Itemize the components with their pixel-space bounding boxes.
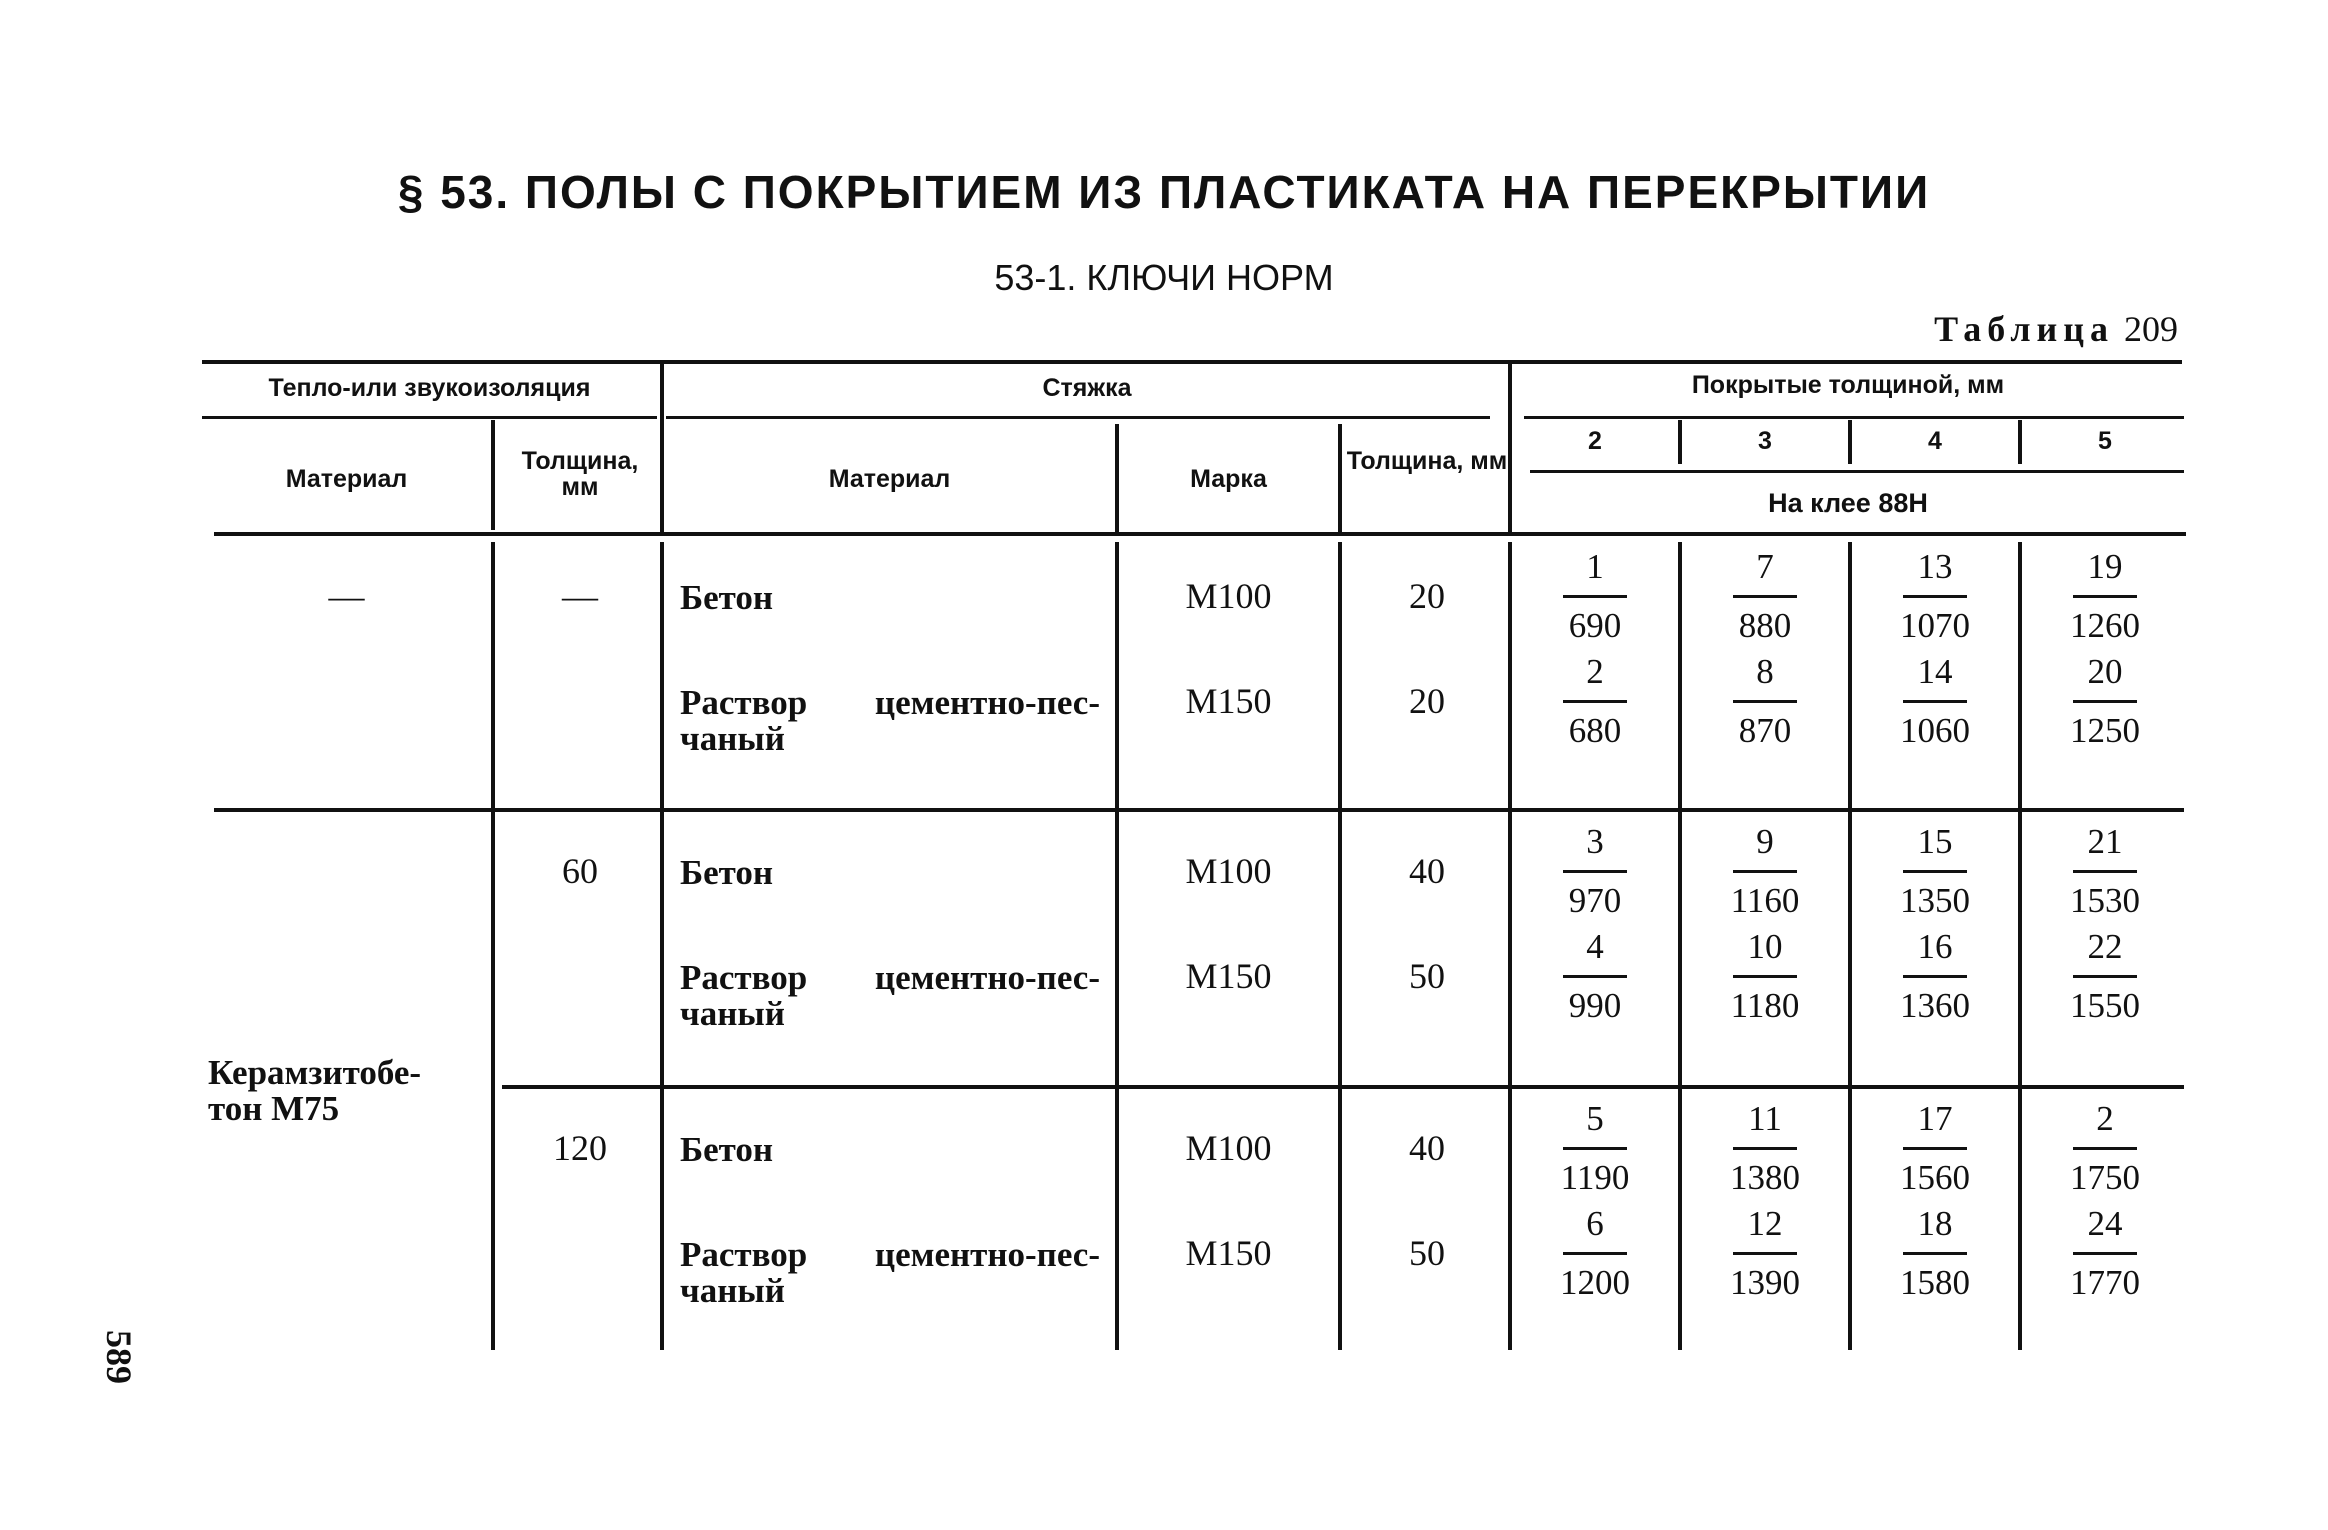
- norm-key-fraction: [2025, 820, 2185, 923]
- ins-thickness-cell: 60: [562, 851, 598, 891]
- fraction-bar: [1563, 975, 1627, 978]
- norm-key-fraction: [1515, 650, 1675, 753]
- norm-key-fraction: [1855, 1097, 2015, 1200]
- fraction-denominator: 1060: [1900, 711, 1970, 750]
- fraction-numerator: 15: [1917, 822, 1953, 861]
- fraction-numerator: 4: [1586, 927, 1604, 966]
- header-coat-3: 3: [1758, 427, 1772, 455]
- fraction-numerator: 13: [1917, 547, 1953, 586]
- norm-key-fraction: [1515, 1097, 1675, 1200]
- fraction-denominator: 1190: [1560, 1158, 1630, 1197]
- fraction-bar: [1733, 975, 1797, 978]
- scr-thickness-cell: 20: [1409, 576, 1445, 616]
- norm-key-fraction: [2025, 925, 2185, 1028]
- fraction-denominator: 1260: [2070, 606, 2140, 645]
- scr-material-line1: Раствор цементно-пес-: [680, 683, 1100, 722]
- fraction-numerator: 2: [2096, 1099, 2114, 1138]
- scr-material-cell: [680, 960, 1100, 1032]
- header-scr-thickness: Толщина, мм: [1346, 447, 1508, 475]
- fraction-numerator: 10: [1747, 927, 1783, 966]
- vrule-grade-body: [1115, 542, 1119, 1350]
- fraction-denominator: 1250: [2070, 711, 2140, 750]
- fraction-bar: [1903, 870, 1967, 873]
- fraction-denominator: 690: [1568, 606, 1622, 645]
- fraction-bar: [1903, 1252, 1967, 1255]
- fraction-bar: [1903, 700, 1967, 703]
- scr-grade-cell: М150: [1185, 1233, 1272, 1273]
- header-glue: На клее 88Н: [1768, 488, 1928, 518]
- header-coat-5: 5: [2098, 427, 2112, 455]
- scr-grade-cell: М150: [1185, 956, 1272, 996]
- fraction-denominator: 680: [1568, 711, 1622, 750]
- norm-key-fraction: [1515, 820, 1675, 923]
- fraction-numerator: 24: [2087, 1204, 2123, 1243]
- scr-material-line2: чаный: [680, 994, 785, 1033]
- norm-key-fraction: [1685, 1202, 1845, 1305]
- fraction-bar: [1733, 700, 1797, 703]
- fraction-numerator: 6: [1586, 1204, 1604, 1243]
- section-subtitle: 53-1. КЛЮЧИ НОРМ: [994, 257, 1334, 298]
- fraction-denominator: 1750: [2070, 1158, 2140, 1197]
- rule-header-sub-mid: [666, 416, 1490, 419]
- fraction-denominator: 970: [1568, 881, 1622, 920]
- fraction-numerator: 21: [2087, 822, 2123, 861]
- fraction-numerator: 1: [1586, 547, 1604, 586]
- fraction-denominator: 1180: [1730, 986, 1800, 1025]
- keramzit-line1: Керамзитобе-: [208, 1053, 422, 1092]
- fraction-denominator: 1200: [1560, 1263, 1630, 1302]
- scr-material-cell: [680, 1237, 1100, 1309]
- fraction-bar: [1903, 975, 1967, 978]
- norm-key-fraction: [1515, 1202, 1675, 1305]
- header-coating: Покрытые толщиной, мм: [1691, 371, 2005, 399]
- fraction-denominator: 1530: [2070, 881, 2140, 920]
- fraction-denominator: 1770: [2070, 1263, 2140, 1302]
- scr-grade-cell: М100: [1185, 1128, 1272, 1168]
- fraction-numerator: 20: [2087, 652, 2123, 691]
- rule-coating-numbers: [1530, 470, 2184, 473]
- scr-grade-cell: М100: [1185, 851, 1272, 891]
- keramzit-line2: тон М75: [208, 1089, 340, 1128]
- scr-thickness-cell: 40: [1409, 851, 1445, 891]
- vrule-screed-left-body: [660, 542, 664, 1350]
- vrule-coating-left-body: [1508, 542, 1512, 1350]
- header-coat-4: 4: [1928, 427, 1942, 455]
- fraction-bar: [1903, 1147, 1967, 1150]
- fraction-denominator: 880: [1738, 606, 1792, 645]
- norm-key-fraction: [1855, 925, 2015, 1028]
- rule-header-bottom: [214, 532, 2186, 536]
- vrule-screed-left: [660, 364, 664, 532]
- fraction-numerator: 7: [1756, 547, 1774, 586]
- fraction-denominator: 1070: [1900, 606, 1970, 645]
- norm-key-fraction: [2025, 1202, 2185, 1305]
- header-scr-grade: Марка: [1190, 465, 1267, 493]
- fraction-numerator: 2: [1586, 652, 1604, 691]
- rule-top: [202, 360, 2182, 364]
- fraction-bar: [2073, 1252, 2137, 1255]
- fraction-bar: [1733, 1252, 1797, 1255]
- rule-header-sub-right: [1524, 416, 2184, 419]
- fraction-bar: [2073, 870, 2137, 873]
- fraction-numerator: 9: [1756, 822, 1774, 861]
- table-number: 209: [2124, 309, 2178, 349]
- fraction-denominator: 870: [1738, 711, 1792, 750]
- fraction-numerator: 14: [1917, 652, 1953, 691]
- fraction-numerator: 16: [1917, 927, 1953, 966]
- norm-key-fraction: [1685, 820, 1845, 923]
- fraction-bar: [1733, 870, 1797, 873]
- page-number: 589: [99, 1330, 139, 1384]
- fraction-denominator: 1560: [1900, 1158, 1970, 1197]
- rule-header-sub-left: [202, 416, 657, 419]
- fraction-denominator: 1350: [1900, 881, 1970, 920]
- scr-material-line1: Бетон: [680, 578, 774, 617]
- fraction-bar: [2073, 975, 2137, 978]
- norm-key-fraction: [1685, 650, 1845, 753]
- vrule-screed-thickness: [1338, 424, 1342, 532]
- fraction-bar: [1563, 1147, 1627, 1150]
- rule-group-1: [214, 808, 2184, 812]
- fraction-numerator: 12: [1747, 1204, 1783, 1243]
- norm-key-fraction: [2025, 545, 2185, 648]
- scr-material-line1: Раствор цементно-пес-: [680, 958, 1100, 997]
- vrule-coat-4-body: [1848, 542, 1852, 1350]
- fraction-numerator: 8: [1756, 652, 1774, 691]
- norm-key-fraction: [1685, 1097, 1845, 1200]
- scr-material-line1: Раствор цементно-пес-: [680, 1235, 1100, 1274]
- table-label: Таблица: [1934, 309, 2114, 349]
- fraction-denominator: 1390: [1730, 1263, 1800, 1302]
- scr-grade-cell: М150: [1185, 681, 1272, 721]
- scr-material-line2: чаный: [680, 719, 785, 758]
- scr-material-cell: [680, 855, 1100, 891]
- table-caption: [1934, 308, 2178, 350]
- fraction-numerator: 5: [1586, 1099, 1604, 1138]
- fraction-denominator: 990: [1568, 986, 1622, 1025]
- scr-material-line1: Бетон: [680, 1130, 774, 1169]
- fraction-denominator: 1360: [1900, 986, 1970, 1025]
- norm-key-fraction: [1855, 820, 2015, 923]
- vrule-ins-thickness: [491, 420, 495, 530]
- fraction-bar: [1563, 1252, 1627, 1255]
- fraction-denominator: 1160: [1730, 881, 1800, 920]
- fraction-denominator: 1550: [2070, 986, 2140, 1025]
- scr-material-cell: [680, 1132, 1100, 1168]
- fraction-bar: [1733, 595, 1797, 598]
- section-title: § 53. ПОЛЫ С ПОКРЫТИЕМ ИЗ ПЛАСТИКАТА НА ПЕРЕКРЫТИИ: [397, 166, 1931, 218]
- fraction-numerator: 22: [2087, 927, 2123, 966]
- fraction-bar: [1563, 870, 1627, 873]
- fraction-denominator: 1380: [1730, 1158, 1800, 1197]
- header-scr-material: Материал: [828, 465, 951, 493]
- ins-thickness-cell: 120: [553, 1128, 607, 1168]
- fraction-bar: [2073, 595, 2137, 598]
- fraction-bar: [1903, 595, 1967, 598]
- fraction-numerator: 11: [1748, 1099, 1782, 1138]
- fraction-bar: [2073, 700, 2137, 703]
- fraction-bar: [2073, 1147, 2137, 1150]
- scr-material-line1: Бетон: [680, 853, 774, 892]
- scr-thickness-cell: 20: [1409, 681, 1445, 721]
- scr-material-cell: [680, 580, 1100, 616]
- fraction-numerator: 3: [1586, 822, 1604, 861]
- scr-grade-cell: М100: [1185, 576, 1272, 616]
- fraction-bar: [1563, 700, 1627, 703]
- norm-key-fraction: [2025, 1097, 2185, 1200]
- scr-material-cell: [680, 685, 1100, 757]
- norm-key-fraction: [1855, 1202, 2015, 1305]
- norm-key-fraction: [1515, 925, 1675, 1028]
- vrule-coat-5-body: [2018, 542, 2022, 1350]
- scr-thickness-cell: 50: [1409, 1233, 1445, 1273]
- header-screed: Стяжка: [1042, 374, 1132, 402]
- fraction-numerator: 17: [1917, 1099, 1953, 1138]
- fraction-bar: [1733, 1147, 1797, 1150]
- fraction-numerator: 18: [1917, 1204, 1953, 1243]
- keramzit-material: [208, 1055, 488, 1127]
- norm-key-fraction: [1685, 925, 1845, 1028]
- norm-key-fraction: [1515, 545, 1675, 648]
- rule-group-2: [502, 1085, 2184, 1089]
- scr-thickness-cell: 50: [1409, 956, 1445, 996]
- vrule-screed-thickness-body: [1338, 542, 1342, 1350]
- norm-key-fraction: [1855, 650, 2015, 753]
- header-ins-thickness: Толщина, мм: [521, 447, 639, 501]
- header-coat-2: 2: [1588, 427, 1602, 455]
- header-ins-material: Материал: [285, 465, 408, 493]
- fraction-bar: [1563, 595, 1627, 598]
- header-insulation: Тепло-или звукоизоляция: [268, 374, 591, 402]
- vrule-ins-thickness-body: [491, 542, 495, 1350]
- scr-material-line2: чаный: [680, 1271, 785, 1310]
- fraction-numerator: 19: [2087, 547, 2123, 586]
- norm-key-fraction: [2025, 650, 2185, 753]
- ins-material-cell: —: [328, 576, 365, 616]
- ins-thickness-cell: —: [562, 576, 598, 616]
- scr-thickness-cell: 40: [1409, 1128, 1445, 1168]
- norm-key-fraction: [1855, 545, 2015, 648]
- vrule-coat-3-body: [1678, 542, 1682, 1350]
- fraction-denominator: 1580: [1900, 1263, 1970, 1302]
- norm-key-fraction: [1685, 545, 1845, 648]
